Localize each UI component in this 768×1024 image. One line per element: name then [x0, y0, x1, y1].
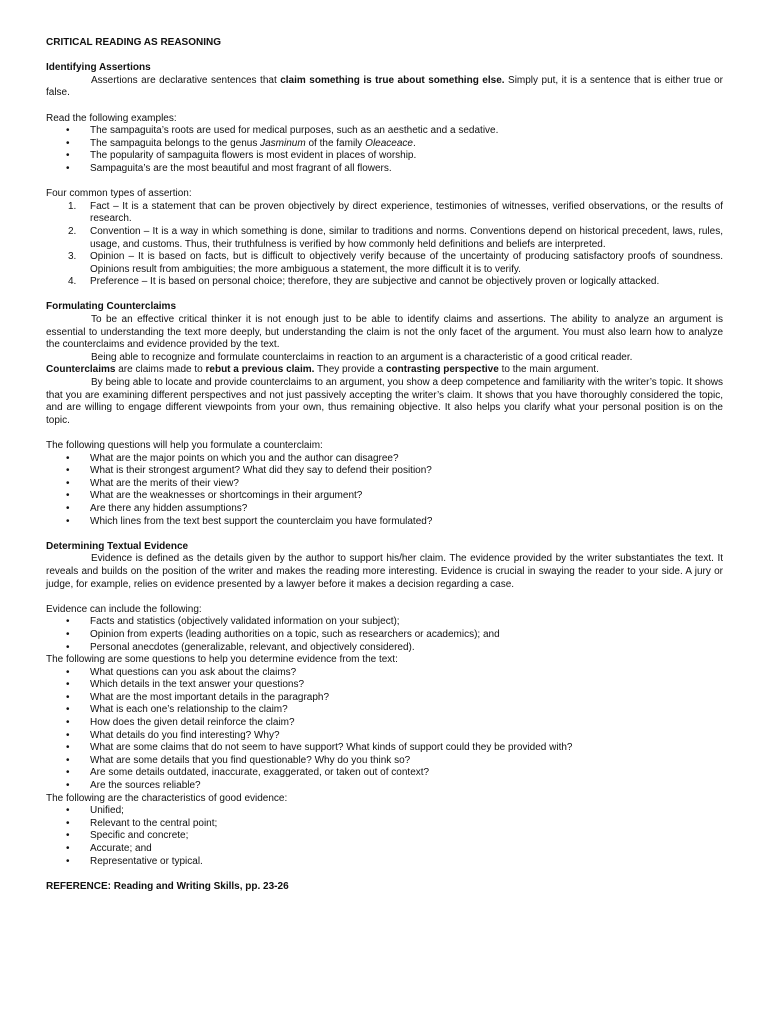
list-item: • What are the major points on which you and the author can disagree? — [46, 453, 723, 466]
assertion-types-list — [46, 201, 723, 289]
list-item: • Which lines from the text best support the counterclaim you have formulated? — [46, 516, 723, 529]
list-item: • Facts and statistics (objectively validated information on your subject); — [46, 616, 723, 629]
counterclaim-questions-list — [46, 453, 723, 529]
counterclaims-paragraph-1: To be an effective critical thinker it is not enough just to be able to identify claims and assertions. The ability to analyze an argument is essential to understanding the text more deeply, but understanding the claim is not the only facet of the argument. You must also learn how to analyze the counterclaims and evidence provided by the text. — [46, 314, 723, 351]
list-item: • What questions can you ask about the claims? — [46, 667, 723, 680]
reference-line: REFERENCE: Reading and Writing Skills, pp. 23-26 — [46, 880, 289, 892]
list-item: • Which details in the text answer your questions? — [46, 679, 723, 692]
assertions-intro: Assertions are declarative sentences that claim something is true about something else. Simply put, it is a sentence that is either true or false. — [46, 74, 724, 99]
evidence-questions-list — [46, 667, 723, 793]
list-item: • What is each one’s relationship to the claim? — [46, 704, 723, 717]
counterclaim-questions-lead: The following questions will help you formulate a counterclaim: — [46, 440, 323, 451]
evidence-paragraph: Evidence is defined as the details given by the author to support his/her claim. The evidence provided by the writer substantiates the text. It reveals and builds on the position of the writer and makes the reading more interesting. Evidence is crucial in swaying the reader to your side. A jury or judge, for example, relies on evidence presented by a lawyer before it makes a decision regarding a case. — [46, 553, 723, 590]
list-item: • The popularity of sampaguita flowers is most evident in places of worship. — [46, 150, 723, 163]
list-item: • The sampaguita belongs to the genus Jasminum of the family Oleaceace. — [46, 138, 723, 151]
list-item: • Are there any hidden assumptions? — [46, 503, 723, 516]
list-item: • Sampaguita’s are the most beautiful and most fragrant of all flowers. — [46, 163, 723, 176]
counterclaims-paragraph-3: By being able to locate and provide counterclaims to an argument, you show a deep competence and familiarity with the writer’s topic. It shows that you are examining different perspectives and not just passively accepting the writer’s claim. It shows that you have thoroughly considered the topic, and are willing to engage different viewpoints from your own, thus remaining objective. It also helps you clarify what your personal position is on the topic. — [46, 377, 723, 426]
list-item: 1. Fact – It is a statement that can be proven objectively by direct experience, testimonies of witnesses, verified observations, or the results of research. — [68, 200, 723, 225]
list-item: • Opinion from experts (leading authorities on a topic, such as researchers or academics); and — [46, 629, 723, 642]
types-lead: Four common types of assertion: — [46, 188, 192, 200]
section-heading-assertions: Identifying Assertions — [46, 62, 151, 74]
list-item: • What details do you find interesting? Why? — [46, 730, 723, 743]
evidence-characteristics-list — [46, 805, 723, 868]
list-item: • Unified; — [46, 805, 723, 818]
list-item: • Accurate; and — [46, 843, 723, 856]
list-item: • Representative or typical. — [46, 856, 723, 869]
examples-list — [46, 125, 723, 175]
list-item: • Personal anecdotes (generalizable, relevant, and objectively considered). — [46, 642, 723, 655]
list-item: • The sampaguita’s roots are used for medical purposes, such as an aesthetic and a sedative. — [46, 125, 723, 138]
counterclaims-definition: Counterclaims are claims made to rebut a previous claim. They provide a contrasting perspective to the main argument. — [46, 364, 599, 376]
list-item: • Are the sources reliable? — [46, 780, 723, 793]
evidence-characteristics-lead: The following are the characteristics of good evidence: — [46, 792, 288, 804]
section-heading-evidence: Determining Textual Evidence — [46, 540, 189, 552]
list-item: 2. Convention – It is a way in which something is done, similar to traditions and norms. Conventions depend on historical precedent, laws, rules, usage, and customs. Thus, their truthfulness is verified by how commonly held definitions and beliefs are interpreted. — [68, 225, 723, 250]
examples-lead: Read the following examples: — [46, 112, 177, 124]
list-item: 3. Opinion – It is based on facts, but is difficult to objectively verify because of the uncertainty of producing satisfactory proofs of soundness. Opinions result from ambiguities; the more ambiguous a statement, the more difficult it is to verify. — [68, 251, 723, 275]
list-item: • What are the most important details in the paragraph? — [46, 692, 723, 705]
evidence-include-list — [46, 616, 723, 654]
evidence-questions-lead: The following are some questions to help you determine evidence from the text: — [46, 654, 398, 666]
list-item: • Are some details outdated, inaccurate, exaggerated, or taken out of context? — [46, 767, 723, 780]
list-item: • What are some claims that do not seem to have support? What kinds of support could they be provided with? — [46, 742, 723, 755]
list-item: • What are the weaknesses or shortcomings in their argument? — [46, 490, 723, 503]
section-heading-counterclaims: Formulating Counterclaims — [46, 301, 177, 313]
list-item: • What is their strongest argument? What did they say to defend their position? — [46, 465, 723, 478]
evidence-include-lead: Evidence can include the following: — [46, 603, 202, 615]
list-item: • What are the merits of their view? — [46, 478, 723, 491]
counterclaims-paragraph-2: Being able to recognize and formulate counterclaims in reaction to an argument is a characteristic of a good critical reader. — [91, 351, 633, 363]
list-item: 4. Preference – It is based on personal choice; therefore, they are subjective and cannot be objectively proven or logically attacked. — [68, 276, 660, 288]
list-item: • Specific and concrete; — [46, 830, 723, 843]
document-title: CRITICAL READING AS REASONING — [46, 37, 222, 48]
list-item: • What are some details that you find questionable? Why do you think so? — [46, 755, 723, 768]
list-item: • Relevant to the central point; — [46, 818, 723, 831]
list-item: • How does the given detail reinforce the claim? — [46, 717, 723, 730]
